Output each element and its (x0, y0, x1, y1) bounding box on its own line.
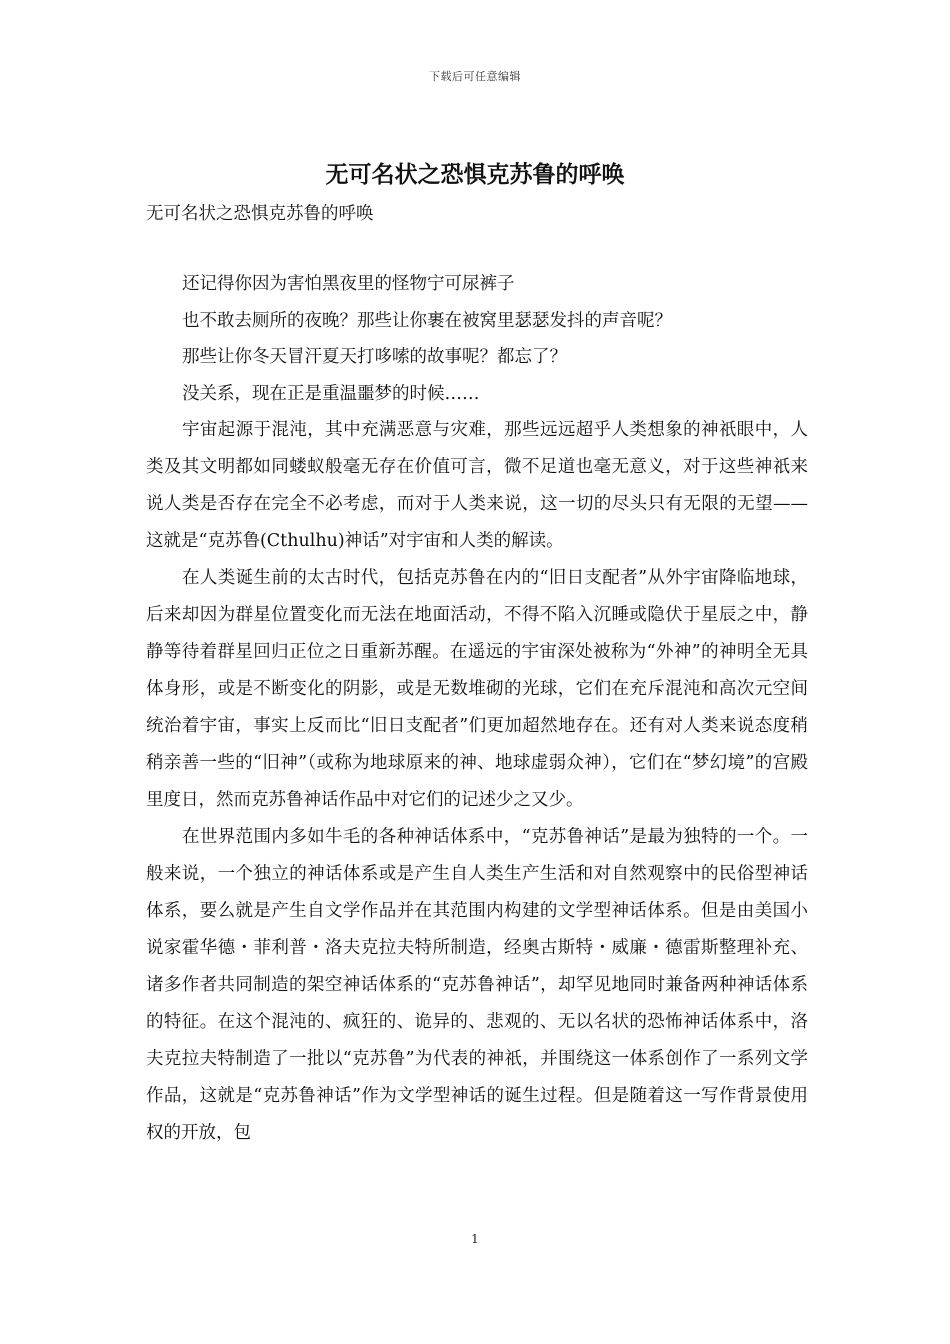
document-body (146, 266, 808, 1152)
page-header: 下载后可任意编辑 (429, 70, 521, 83)
verse-line: 那些让你冬天冒汗夏天打哆嗦的故事呢？都忘了？ (182, 347, 567, 367)
page-number: 1 (471, 1232, 479, 1246)
body-paragraph: 在人类诞生前的太古时代，包括克苏鲁在内的“旧日支配者”从外宇宙降临地球，后来却因为群星位置变化而无法在地面活动，不得不陷入沉睡或隐伏于星辰之中，静静等待着群星回归正位之日重新苏醒。在遥远的宇宙深处被称为“外神”的神明全无具体身形，或是不断变化的阴影，或是无数堆砌的光球，它们在充斥混沌和高次元空间统治着宇宙，事实上反而比“旧日支配者”们更加超然地存在。还有对人类来说态度稍稍亲善一些的“旧神”（或称为地球原来的神、地球虚弱众神），它们在“梦幻境”的宫殿里度日，然而克苏鲁神话作品中对它们的记述少之又少。 (146, 568, 808, 810)
verse-line: 没关系，现在正是重温噩梦的时候…… (182, 383, 480, 404)
document-subtitle: 无可名状之恐惧克苏鲁的呼唤 (146, 204, 374, 224)
body-paragraph: 在世界范围内多如牛毛的各种神话体系中，“克苏鲁神话”是最为独特的一个。一般来说，一个独立的神话体系或是产生自人类生产生活和对自然观察中的民俗型神话体系，要么就是产生自文学作品并在其范围内构建的文学型神话体系。但是由美国小说家霍华德・菲利普・洛夫克拉夫特所制造，经奥古斯特・威廉・德雷斯整理补充、诸多作者共同制造的架空神话体系的“克苏鲁神话”，却罕见地同时兼备两种神话体系的特征。在这个混沌的、疯狂的、诡异的、悲观的、无以名状的恐怖神话体系中，洛夫克拉夫特制造了一批以“克苏鲁”为代表的神祇，并围绕这一体系创作了一系列文学作品，这就是“克苏鲁神话”作为文学型神话的诞生过程。但是随着这一写作背景使用权的开放，包 (146, 827, 808, 1143)
document-title: 无可名状之恐惧克苏鲁的呼唤 (325, 162, 625, 188)
body-paragraph: 宇宙起源于混沌，其中充满恶意与灾难，那些远远超乎人类想象的神祇眼中，人类及其文明都如同蝼蚁般毫无存在价值可言，微不足道也毫无意义，对于这些神祇来说人类是否存在完全不必考虑，而对于人类来说，这一切的尽头只有无限的无望——这就是“克苏鲁(Cthulhu)神话”对宇宙和人类的解读。 (146, 420, 808, 551)
verse-line: 还记得你因为害怕黑夜里的怪物宁可尿裤子 (182, 274, 515, 294)
verse-line: 也不敢去厕所的夜晚？那些让你裹在被窝里瑟瑟发抖的声音呢？ (182, 310, 672, 331)
